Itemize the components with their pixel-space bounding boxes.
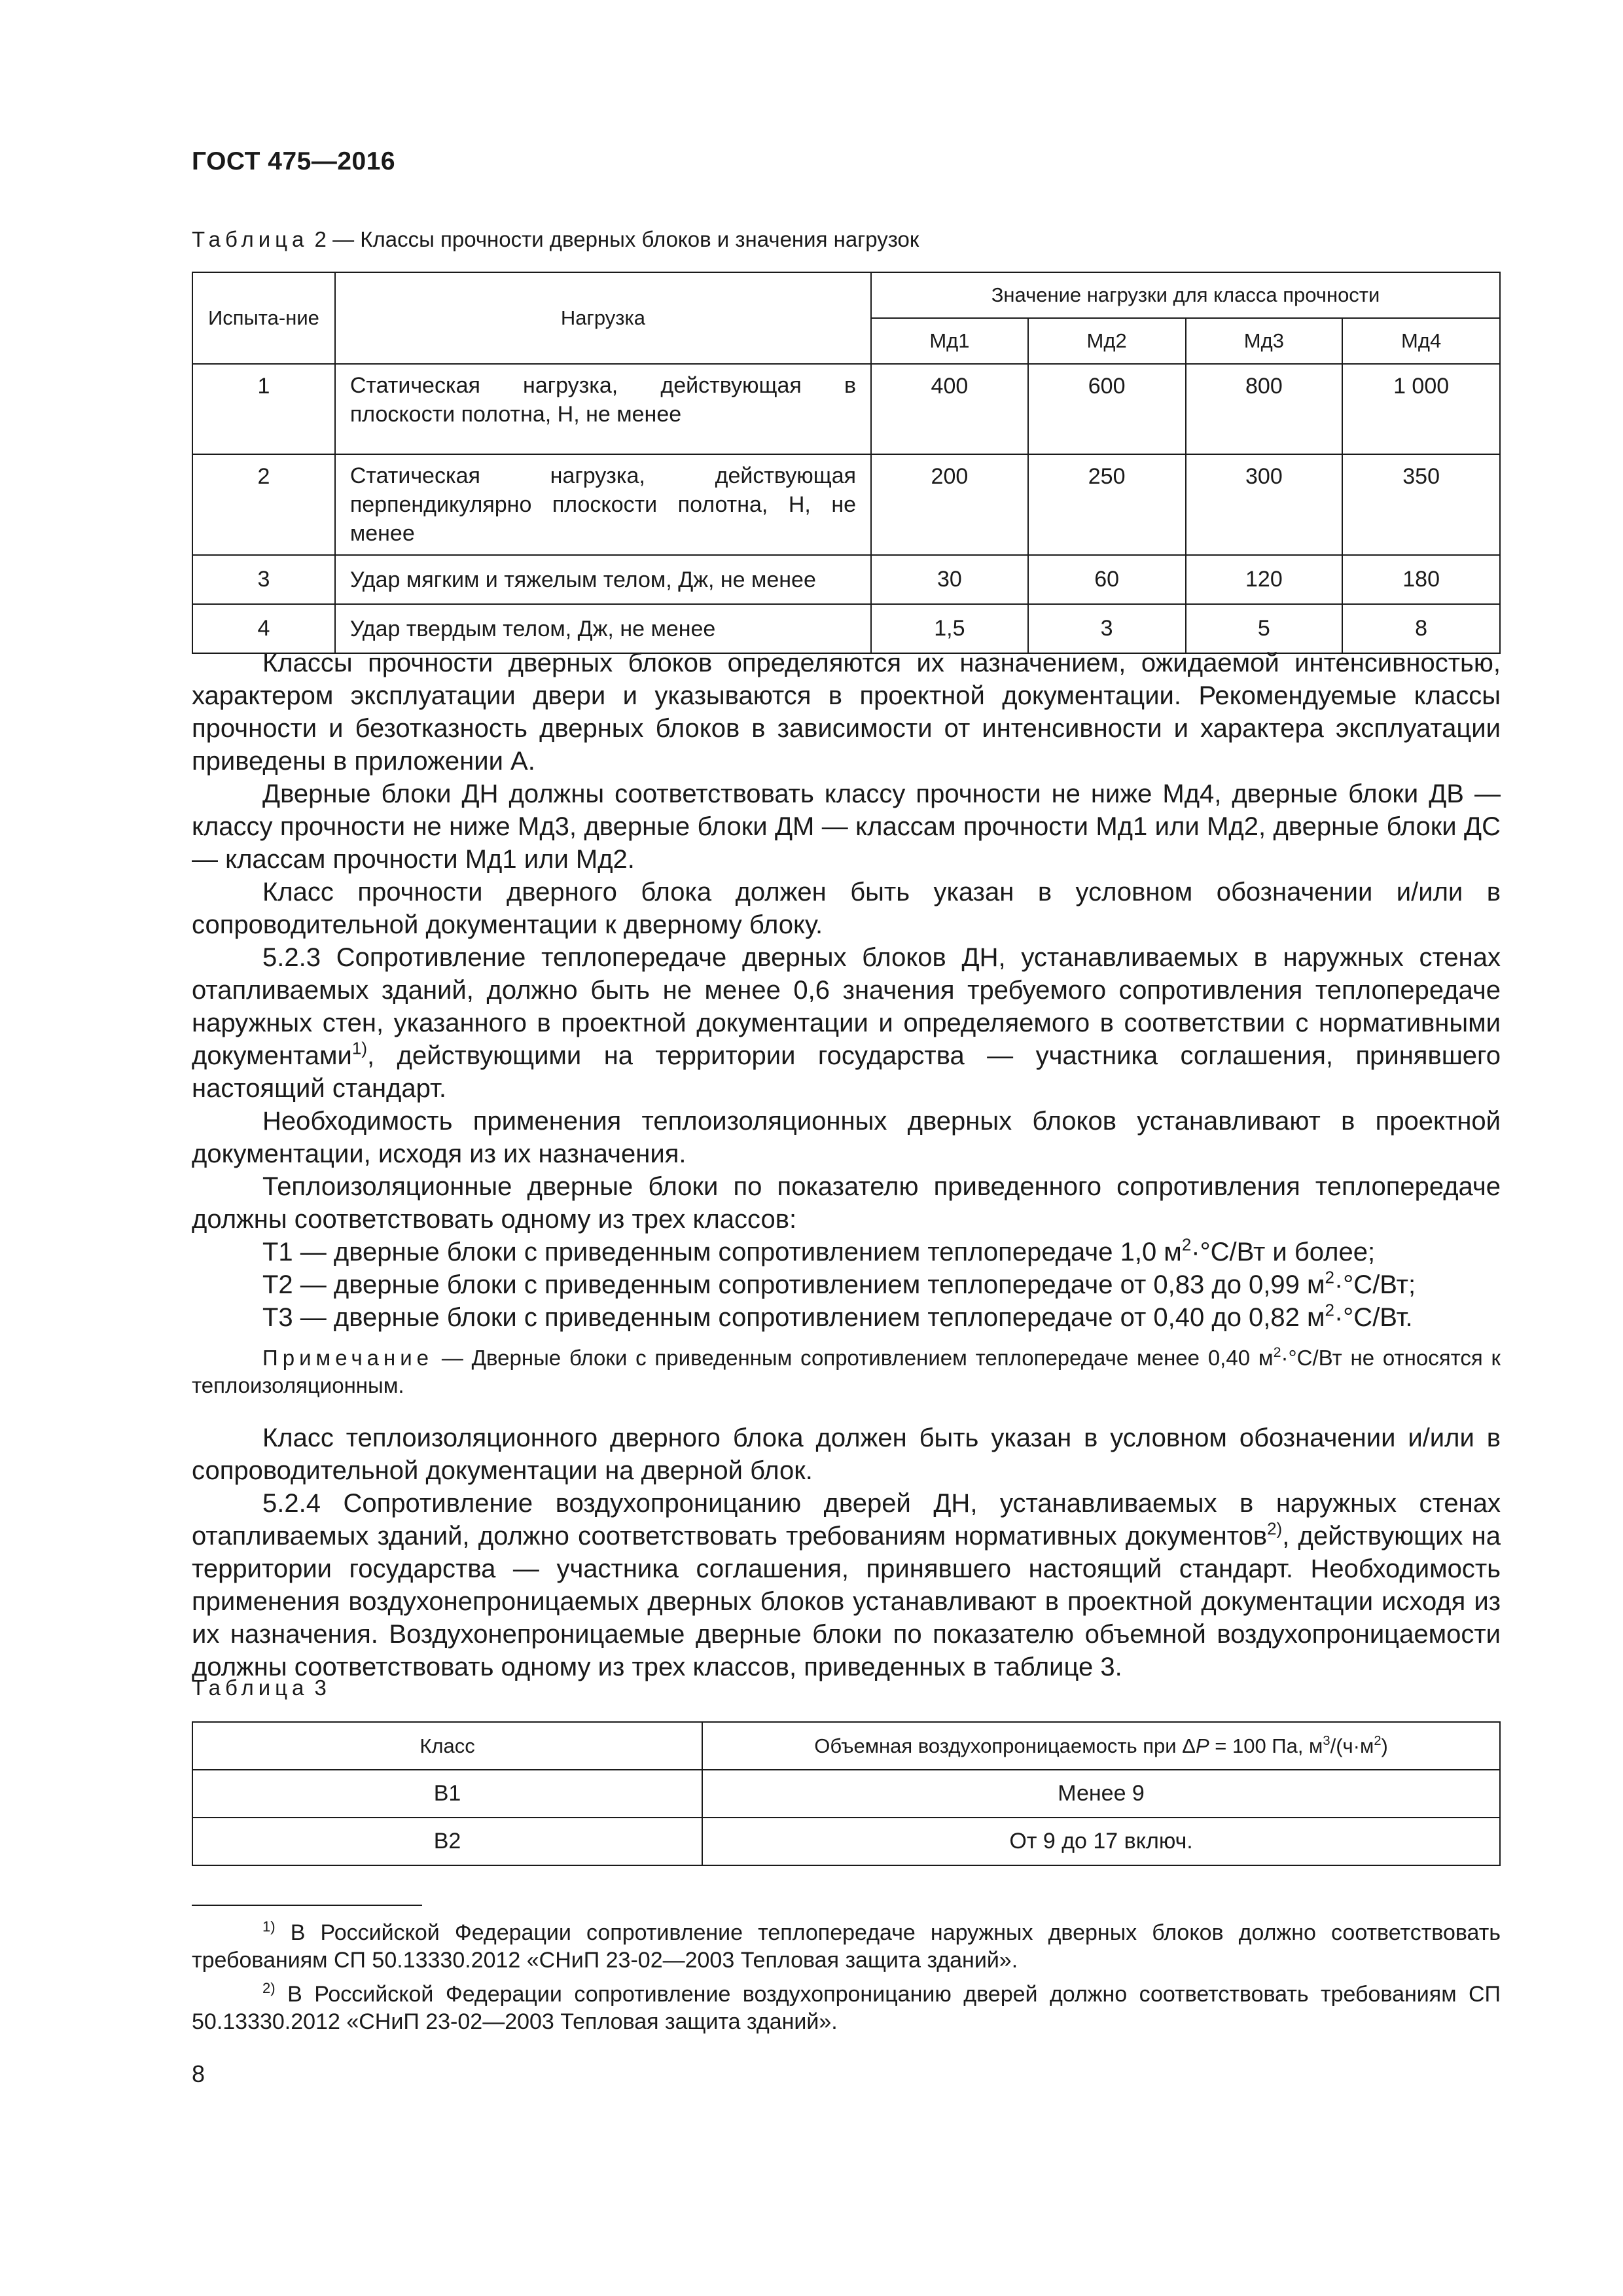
load-value: 5 — [1186, 604, 1343, 653]
test-number: 2 — [192, 454, 335, 555]
table2-col-group: Значение нагрузки для класса прочности — [871, 272, 1500, 318]
class-t2: Т2 — дверные блоки с приведенным сопротивлением теплопередаче от 0,83 до 0,99 $м^2\cdot^\circ С/Вт$; — [262, 1267, 1416, 1299]
table2-caption-text: 2 — Классы прочности дверных блоков и значения нагрузок — [308, 227, 919, 251]
load-value: 1,5 — [871, 604, 1028, 653]
load-value: 350 — [1342, 454, 1500, 555]
paragraph: Класс теплоизоляционного дверного блока должен быть указан в условном обозначении и/или в сопроводительной документации на дверной блок. — [192, 1424, 1501, 1485]
footnote-ref-2: 2) — [1267, 1518, 1283, 1539]
paragraph: Класс прочности дверного блока должен быть указан в условном обозначении и/или в сопроводительной документации к дверному блоку. — [192, 878, 1501, 939]
table2-class-header: Мд3 — [1186, 318, 1343, 364]
paragraph: Необходимость применения теплоизоляционных дверных блоков устанавливают в проектной документации, исходя из их назначения. — [192, 1107, 1501, 1168]
table3-col-class: Класс — [192, 1722, 702, 1770]
footnote-1: $^{1)}$ В Российской Федерации сопротивление теплопередаче наружных дверных блоков должно соответствовать требованиям СП 50.13330.2012 «СНиП 23-02—2003 Тепловая защита зданий». — [192, 1918, 1501, 1973]
load-value: 300 — [1186, 454, 1343, 555]
table-row — [192, 604, 1500, 653]
footnote-divider — [192, 1905, 422, 1906]
load-value: 8 — [1342, 604, 1500, 653]
table2 — [192, 272, 1501, 654]
footnotes — [192, 1919, 1501, 2042]
table3-caption-number: 3 — [308, 1676, 327, 1700]
load-description: Статическая нагрузка, действующая в плоскости полотна, Н, не менее — [335, 364, 871, 454]
load-value: 180 — [1342, 555, 1500, 604]
load-value: 120 — [1186, 555, 1343, 604]
table2-caption — [192, 227, 919, 252]
paragraph-5-2-3: 5.2.3 Сопротивление теплопередаче дверных блоков ДН, устанавливаемых в наружных стенах отапливаемых зданий, должно быть не менее 0,6 значения требуемого сопротивления теплопередаче наружных стен, указанного в проектной документации и определяемого в соответствии с нормативными документами$^{1)}$, действующими на территории государства — участника соглашения, принявшего настоящий стандарт. — [192, 943, 1501, 1103]
load-value: 3 — [1028, 604, 1186, 653]
test-number: 1 — [192, 364, 335, 454]
page-header: ГОСТ 475—2016 — [192, 147, 396, 175]
footnote-2: $^{2)}$ В Российской Федерации сопротивление воздухопроницанию дверей должно соответствовать требованиям СП 50.13330.2012 «СНиП 23-02—2003 Тепловая защита зданий». — [192, 1979, 1501, 2034]
table3-caption — [192, 1676, 327, 1700]
test-number: 4 — [192, 604, 335, 653]
paragraph: Дверные блоки ДН должны соответствовать классу прочности не ниже Мд4, дверные блоки ДВ — классу прочности не ниже Мд3, дверные блоки ДМ — классам прочности Мд1 или Мд2, дверные блоки ДС — классам прочности Мд1 или Мд2. — [192, 780, 1501, 874]
table-row — [192, 454, 1500, 555]
table2-class-header: Мд1 — [871, 318, 1028, 364]
paragraph: Теплоизоляционные дверные блоки по показателю приведенного сопротивления теплопередаче должны соответствовать одному из трех классов: — [192, 1172, 1501, 1234]
load-value: 1 000 — [1342, 364, 1500, 454]
load-value: 600 — [1028, 364, 1186, 454]
table-row — [192, 364, 1500, 454]
permeability-cell: От 9 до 17 включ. — [702, 1818, 1500, 1865]
permeability-cell: Менее 9 — [702, 1770, 1500, 1818]
body-text — [192, 647, 1501, 1683]
load-description: Удар твердым телом, Дж, не менее — [335, 604, 871, 653]
paragraph-5-2-4: 5.2.4 Сопротивление воздухопроницанию дверей ДН, устанавливаемых в наружных стенах отапливаемых зданий, должно соответствовать требованиям нормативных документов$^{2)}$, действующих на территории государства — участника соглашения, принявшего настоящий стандарт. Необходимость применения воздухонепроницаемых дверных блоков устанавливают в проектной документации исходя из их назначения. Воздухонепроницаемые дверные блоки по показателю объемной воздухопроницаемости должны соответствовать одному из трех классов, приведенных в таблице 3. — [192, 1489, 1501, 1681]
load-value: 250 — [1028, 454, 1186, 555]
load-value: 800 — [1186, 364, 1343, 454]
load-value: 200 — [871, 454, 1028, 555]
table2-col-test: Испыта-ние — [192, 272, 335, 364]
class-t3: Т3 — дверные блоки с приведенным сопротивлением теплопередаче от 0,40 до 0,82 $м^2\cdot^\circ С/Вт$. — [262, 1300, 1413, 1332]
test-number: 3 — [192, 555, 335, 604]
table-row — [192, 1818, 1500, 1865]
load-description: Удар мягким и тяжелым телом, Дж, не менее — [335, 555, 871, 604]
table2-col-load: Нагрузка — [335, 272, 871, 364]
class-cell: В1 — [192, 1770, 702, 1818]
table3-caption-word: Таблица — [192, 1676, 309, 1700]
load-value: 30 — [871, 555, 1028, 604]
table3-col-permeability: Объемная воздухопроницаемость при ΔP = 100 Па, $м^3/(ч\cdot м^2)$ — [702, 1722, 1500, 1770]
page-number: 8 — [192, 2060, 205, 2087]
table2-class-header: Мд2 — [1028, 318, 1186, 364]
table-row — [192, 555, 1500, 604]
footnote-ref-1: 1) — [351, 1038, 368, 1058]
table2-caption-word: Таблица — [192, 227, 309, 251]
note-word: Примечание — [262, 1346, 434, 1370]
table2-class-header: Мд4 — [1342, 318, 1500, 364]
load-description: Статическая нагрузка, действующая перпендикулярно плоскости полотна, Н, не менее — [335, 454, 871, 555]
table3 — [192, 1721, 1501, 1866]
load-value: 60 — [1028, 555, 1186, 604]
paragraph: Классы прочности дверных блоков определяются их назначением, ожидаемой интенсивностью, характером эксплуатации двери и указываются в проектной документации. Рекомендуемые классы прочности и безотказность дверных блоков в зависимости от интенсивности и характера эксплуатации приведены в приложении А. — [192, 649, 1501, 776]
note: Примечание — Дверные блоки с приведенным сопротивлением теплопередаче менее 0,40 $м^2\cdot^\circ С/Вт$ не относятся к теплоизоляционным. — [192, 1344, 1501, 1397]
class-cell: В2 — [192, 1818, 702, 1865]
load-value: 400 — [871, 364, 1028, 454]
class-t1: Т1 — дверные блоки с приведенным сопротивлением теплопередаче 1,0 $м^2\cdot^\circ С/Вт$ и более; — [262, 1234, 1376, 1266]
table-row — [192, 1770, 1500, 1818]
